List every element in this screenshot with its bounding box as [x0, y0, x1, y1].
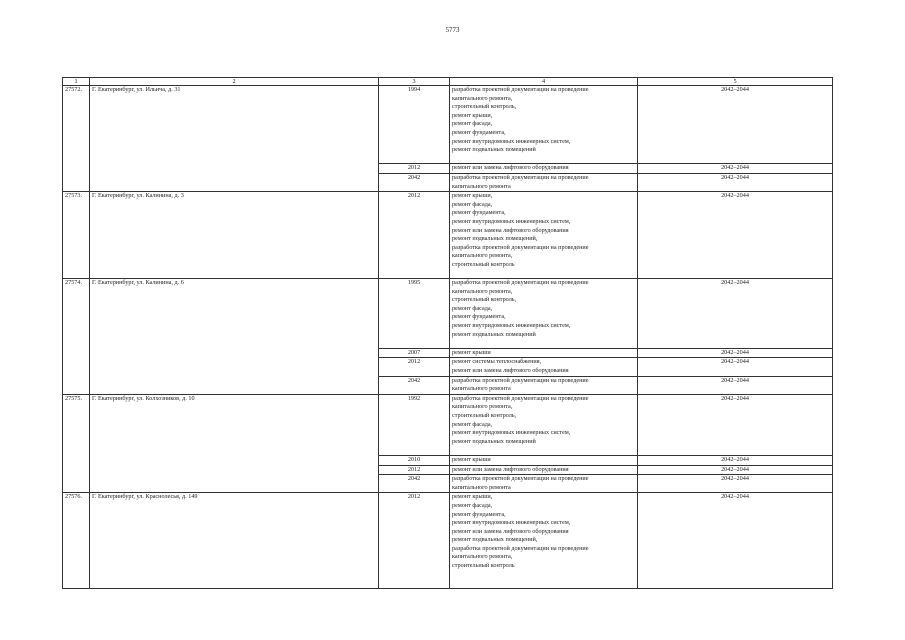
repair-schedule-table — [62, 77, 833, 589]
period-cell: 2042–2044 — [638, 455, 833, 465]
work-item: ремонт фасада, — [452, 120, 493, 128]
year-cell: 2012 — [379, 192, 450, 279]
period-cell: 2042–2044 — [638, 279, 833, 349]
work-item: строительный контроль, — [452, 296, 517, 304]
period-cell: 2042–2044 — [638, 173, 833, 191]
works-cell — [450, 394, 638, 455]
work-item: ремонт системы теплоснабжения, — [452, 358, 542, 366]
period-cell: 2042–2044 — [638, 475, 833, 493]
work-item: строительный контроль — [452, 260, 515, 268]
work-item: ремонт крыши, — [452, 111, 493, 119]
work-item: ремонт подвальных помещений, — [452, 536, 538, 544]
works-cell — [450, 493, 638, 589]
entry-number: 27572. — [63, 86, 90, 192]
column-header: 2 — [90, 78, 379, 86]
work-item: ремонт или замена лифтового оборудования — [452, 527, 569, 535]
table-body — [63, 78, 833, 589]
year-cell: 1992 — [379, 394, 450, 455]
work-item: ремонт фундамента, — [452, 313, 506, 321]
year-cell: 2042 — [379, 376, 450, 394]
table-row — [63, 192, 833, 279]
year-cell: 2010 — [379, 455, 450, 465]
work-item: разработка проектной документации на проведение — [452, 394, 589, 402]
period-cell: 2042–2044 — [638, 348, 833, 358]
work-item: строительный контроль, — [452, 411, 517, 419]
works-cell — [450, 376, 638, 394]
period-cell: 2042–2044 — [638, 493, 833, 589]
work-item: ремонт фасада, — [452, 501, 493, 509]
work-item: ремонт крыши, — [452, 192, 493, 200]
entry-number: 27576. — [63, 493, 90, 589]
works-cell — [450, 358, 638, 376]
work-item: ремонт подвальных помещений — [452, 330, 536, 338]
work-item: ремонт крыши — [452, 348, 491, 356]
work-item: ремонт фасада, — [452, 200, 493, 208]
work-item: капитального ремонта — [452, 483, 511, 491]
column-header: 3 — [379, 78, 450, 86]
year-cell: 1994 — [379, 86, 450, 164]
period-cell: 2042–2044 — [638, 192, 833, 279]
column-header-row — [63, 78, 833, 86]
period-cell: 2042–2044 — [638, 358, 833, 376]
entry-address: Г. Екатеринбург, ул. Калинина, д. 6 — [90, 279, 379, 395]
work-item: ремонт или замена лифтового оборудования — [452, 164, 569, 172]
work-item: разработка проектной документации на проведение — [452, 475, 589, 483]
work-item: ремонт крыши, — [452, 493, 493, 501]
year-cell: 2012 — [379, 465, 450, 475]
work-item: разработка проектной документации на проведение — [452, 376, 589, 384]
table-row — [63, 279, 833, 349]
work-item: ремонт фундамента, — [452, 510, 506, 518]
work-item: строительный контроль, — [452, 103, 517, 111]
work-item: ремонт фасада, — [452, 420, 493, 428]
work-item: ремонт подвальных помещений — [452, 146, 536, 154]
work-item: ремонт фасада, — [452, 304, 493, 312]
work-item: ремонт или замена лифтового оборудования — [452, 465, 569, 473]
works-cell — [450, 475, 638, 493]
table-row — [63, 86, 833, 164]
work-item: капитального ремонта — [452, 182, 511, 190]
works-cell — [450, 164, 638, 174]
table-row — [63, 493, 833, 589]
table-row — [63, 394, 833, 455]
work-item: ремонт внутридомовых инженерных систем, — [452, 429, 571, 437]
year-cell: 2012 — [379, 164, 450, 174]
works-cell — [450, 173, 638, 191]
work-item: разработка проектной документации на проведение — [452, 243, 589, 251]
works-cell — [450, 86, 638, 164]
work-item: капитального ремонта, — [452, 403, 513, 411]
work-item: ремонт подвальных помещений — [452, 437, 536, 445]
work-item: капитального ремонта, — [452, 553, 513, 561]
period-cell: 2042–2044 — [638, 394, 833, 455]
column-header: 5 — [638, 78, 833, 86]
entry-address: Г. Екатеринбург, ул. Ильича, д. 31 — [90, 86, 379, 192]
works-cell — [450, 348, 638, 358]
entry-number: 27573. — [63, 192, 90, 279]
work-item: ремонт внутридомовых инженерных систем, — [452, 137, 571, 145]
work-item: ремонт или замена лифтового оборудования — [452, 226, 569, 234]
year-cell: 2007 — [379, 348, 450, 358]
year-cell: 2042 — [379, 173, 450, 191]
period-cell: 2042–2044 — [638, 86, 833, 164]
year-cell: 2012 — [379, 493, 450, 589]
work-item: капитального ремонта, — [452, 94, 513, 102]
work-item: ремонт или замена лифтового оборудования — [452, 367, 569, 374]
work-item: ремонт крыши — [452, 455, 491, 463]
works-cell — [450, 455, 638, 465]
work-item: разработка проектной документации на проведение — [452, 544, 589, 552]
work-item: разработка проектной документации на проведение — [452, 86, 589, 93]
work-item: строительный контроль — [452, 562, 515, 570]
work-item: капитального ремонта, — [452, 287, 513, 295]
work-item: ремонт фундамента, — [452, 128, 506, 136]
entry-number: 27575. — [63, 394, 90, 493]
work-item: ремонт фундамента, — [452, 209, 506, 217]
work-item: разработка проектной документации на проведение — [452, 173, 589, 181]
entry-address: Г. Екатеринбург, ул. Калинина, д. 3 — [90, 192, 379, 279]
work-item: капитального ремонта, — [452, 252, 513, 260]
work-item: ремонт подвальных помещений, — [452, 235, 538, 243]
entry-address: Г. Екатеринбург, ул. Колхозников, д. 10 — [90, 394, 379, 493]
page-number: 5773 — [445, 26, 460, 34]
period-cell: 2042–2044 — [638, 376, 833, 394]
column-header: 4 — [450, 78, 638, 86]
work-item: ремонт внутридомовых инженерных систем, — [452, 519, 571, 527]
works-cell — [450, 279, 638, 349]
year-cell: 1995 — [379, 279, 450, 349]
entry-number: 27574. — [63, 279, 90, 395]
column-header: 1 — [63, 78, 90, 86]
work-item: ремонт внутридомовых инженерных систем, — [452, 322, 571, 330]
period-cell: 2042–2044 — [638, 164, 833, 174]
year-cell: 2012 — [379, 358, 450, 376]
works-cell — [450, 465, 638, 475]
works-cell — [450, 192, 638, 279]
entry-address: Г. Екатеринбург, ул. Краснолесья, д. 149 — [90, 493, 379, 589]
work-item: ремонт внутридомовых инженерных систем, — [452, 217, 571, 225]
year-cell: 2042 — [379, 475, 450, 493]
work-item: капитального ремонта — [452, 385, 511, 393]
period-cell: 2042–2044 — [638, 465, 833, 475]
work-item: разработка проектной документации на проведение — [452, 279, 589, 287]
